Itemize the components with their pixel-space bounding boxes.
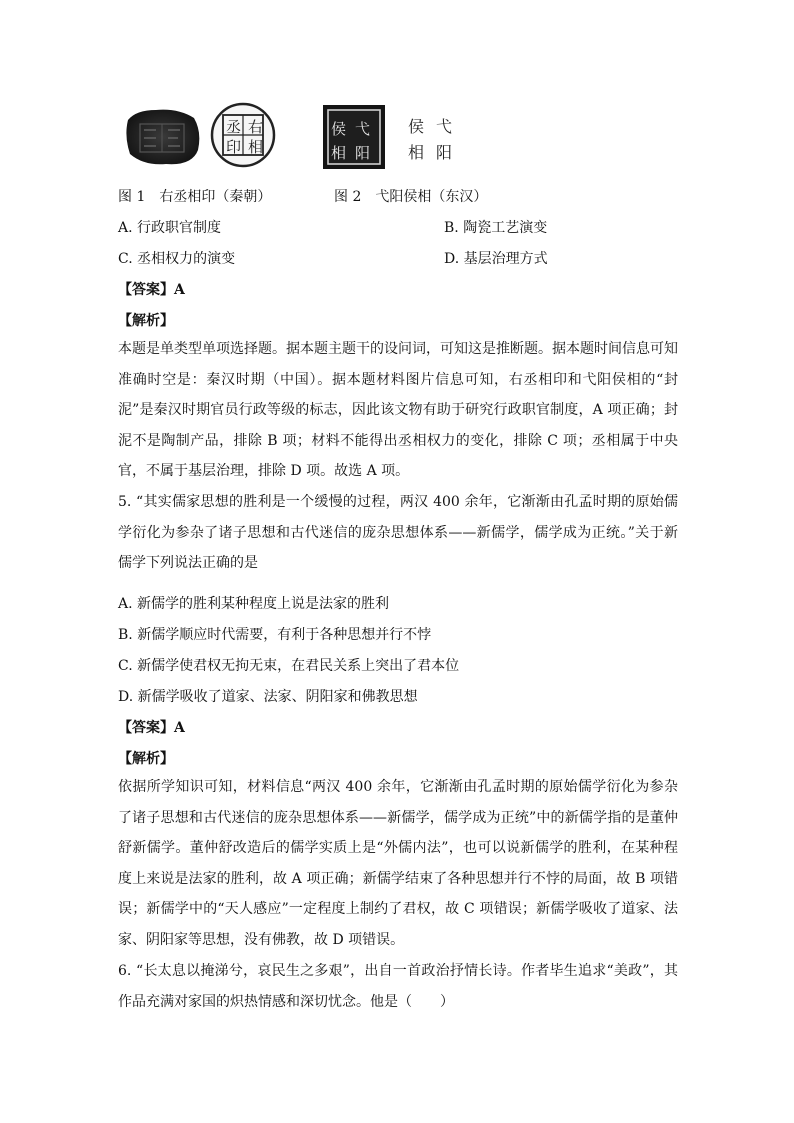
q5-option-a[interactable]: A. 新儒学的胜利某种程度上说是法家的胜利: [118, 596, 390, 612]
seal-glyph: 弋: [436, 117, 453, 136]
seal-glyph: 侯: [408, 117, 425, 136]
seal-image-han-rubbing: [402, 102, 466, 168]
seal-glyph: 弋: [355, 120, 371, 138]
figure1-caption: 图 1 右丞相印（秦朝）: [118, 189, 272, 205]
seal-glyph: 相: [408, 143, 425, 162]
q5-answer: 【答案】A: [118, 720, 185, 736]
q4-option-a[interactable]: A. 行政职官制度: [118, 220, 222, 236]
q4-analysis-text: 本题是单类型单项选择题。据本题主题干的设问词，可知这是推断题。据本题时间信息可知准确时空是：秦汉时期（中国）。据本题材料图片信息可知，右丞相印和弋阳侯相的“封泥”是秦汉时期官员行政等级的标志，因此该文物有助于研究行政职官制度，A 项正确；封泥不是陶制产品，排除 B 项；材料不能得出丞相权力的变化，排除 C 项；丞相属于中央官，不属于基层治理，排除 D 项。故选 A 项。: [118, 341, 678, 479]
seal-glyph: 侯: [331, 120, 347, 138]
seal-glyph: 印: [226, 138, 242, 156]
q5-stem: 5. “其实儒家思想的胜利是一个缓慢的过程，两汉 400 余年，它渐渐由孔孟时期的原始儒学衍化为参杂了诸子思想和古代迷信的庞杂思想体系——新儒学，儒学成为正统。”关于新儒学下列说法正确的是: [118, 494, 678, 571]
seal-glyph: 相: [331, 144, 347, 162]
q4-option-d[interactable]: D. 基层治理方式: [444, 251, 548, 267]
q4-options-row-2: [118, 248, 678, 270]
figure2-caption: 图 2 弋阳侯相（东汉）: [334, 189, 488, 205]
seal-figures: [122, 100, 482, 172]
seal-glyph: 阳: [436, 143, 453, 162]
q5-analysis-label: 【解析】: [118, 751, 174, 767]
seal-glyph: 阳: [355, 144, 371, 162]
q5-option-c[interactable]: C. 新儒学使君权无拘无束，在君民关系上突出了君本位: [118, 658, 460, 674]
seal-image-qin-rubbing: [210, 102, 276, 168]
q6-stem: 6. “长太息以掩涕兮，哀民生之多艰”，出自一首政治抒情长诗。作者毕生追求“美政”，其作品充满对家国的炽热情感和深切忧念。他是（ ）: [118, 963, 678, 1010]
q5-option-d[interactable]: D. 新儒学吸收了道家、法家、阴阳家和佛教思想: [118, 689, 418, 705]
seal-glyph: 丞: [226, 118, 242, 136]
q4-option-c[interactable]: C. 丞相权力的演变: [118, 251, 236, 267]
q4-answer: 【答案】A: [118, 282, 185, 298]
q4-option-b[interactable]: B. 陶瓷工艺演变: [444, 220, 548, 236]
q5-option-b[interactable]: B. 新儒学顺应时代需要，有利于各种思想并行不悖: [118, 627, 432, 643]
seal-glyph: 右: [248, 118, 264, 136]
seal-image-han-dark: [322, 104, 386, 170]
seal-glyph: 相: [248, 138, 264, 156]
figure-captions: [118, 186, 678, 208]
q4-options-row-1: [118, 217, 678, 239]
q5-analysis-text: 依据所学知识可知，材料信息“两汉 400 余年，它渐渐由孔孟时期的原始儒学衍化为参杂了诸子思想和古代迷信的庞杂思想体系——新儒学，儒学成为正统”中的新儒学指的是董仲舒新儒学。董仲舒改造后的儒学实质上是“外儒内法”，也可以说新儒学的胜利，在某种程度上来说是法家的胜利，故 A 项正确；新儒学结束了各种思想并行不悖的局面，故 B 项错误；新儒学中的“天人感应”一定程度上制约了君权，故 C 项错误；新儒学吸收了道家、法家、阴阳家等思想，没有佛教，故 D 项错误。: [118, 779, 678, 948]
seal-image-qin-clay: [122, 106, 202, 168]
q4-analysis-label: 【解析】: [118, 313, 174, 329]
